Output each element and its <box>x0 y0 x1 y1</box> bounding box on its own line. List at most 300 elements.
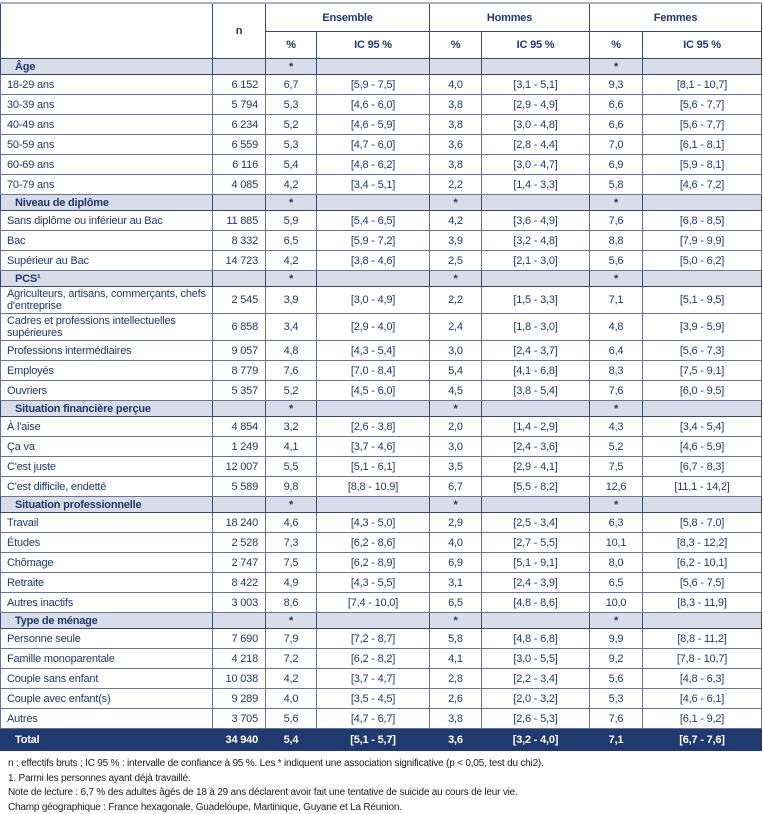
hommes-pct: 2,2 <box>430 287 482 314</box>
row-label: Type de ménage <box>1 613 213 629</box>
hommes-pct: 4,1 <box>430 649 482 669</box>
row-label: 60-69 ans <box>1 155 213 175</box>
n-value: 12 007 <box>213 457 266 477</box>
table-row <box>1 211 762 231</box>
hommes-ic-header: IC 95 % <box>482 32 590 59</box>
ensemble-ic <box>317 195 430 211</box>
ensemble-ic: [4,6 - 6,0] <box>317 95 430 115</box>
table-row <box>1 689 762 709</box>
femmes-ic: [4,8 - 6,3] <box>643 669 762 689</box>
hommes-ic <box>482 271 590 287</box>
hommes-pct: 6,7 <box>430 477 482 497</box>
hommes-ic <box>482 613 590 629</box>
row-label: Ça va <box>1 437 213 457</box>
femmes-ic <box>643 497 762 513</box>
femmes-ic: [5,6 - 7,7] <box>643 115 762 135</box>
femmes-pct: 4,3 <box>590 417 643 437</box>
ensemble-ic: [5,1 - 5,7] <box>317 729 430 751</box>
row-label: Sans diplôme ou inférieur au Bac <box>1 211 213 231</box>
hommes-pct: 4,0 <box>430 75 482 95</box>
ensemble-pct: * <box>266 401 317 417</box>
row-label: Retraite <box>1 573 213 593</box>
n-value: 9 289 <box>213 689 266 709</box>
femmes-pct: 6,4 <box>590 341 643 361</box>
femmes-ic: [6,0 - 9,5] <box>643 381 762 401</box>
ensemble-pct: * <box>266 497 317 513</box>
hommes-pct: 2,8 <box>430 669 482 689</box>
hommes-ic: [3,2 - 4,0] <box>482 729 590 751</box>
n-value: 4 218 <box>213 649 266 669</box>
table-row <box>1 457 762 477</box>
hommes-pct-header: % <box>430 32 482 59</box>
row-label: Couple sans enfant <box>1 669 213 689</box>
ensemble-pct: 4,9 <box>266 573 317 593</box>
row-label: Âge <box>1 59 213 75</box>
row-label: 40-49 ans <box>1 115 213 135</box>
ensemble-ic <box>317 401 430 417</box>
ensemble-pct: 5,5 <box>266 457 317 477</box>
section-row <box>1 195 762 211</box>
hommes-ic: [3,0 - 4,7] <box>482 155 590 175</box>
row-label: Professions intermédiaires <box>1 341 213 361</box>
ensemble-pct: 7,9 <box>266 629 317 649</box>
femmes-pct: 9,3 <box>590 75 643 95</box>
hommes-ic: [2,0 - 3,2] <box>482 689 590 709</box>
femmes-ic-header: IC 95 % <box>643 32 762 59</box>
row-label: 30-39 ans <box>1 95 213 115</box>
hommes-ic: [3,0 - 4,8] <box>482 115 590 135</box>
hommes-pct: 3,8 <box>430 709 482 729</box>
hommes-ic: [2,8 - 4,4] <box>482 135 590 155</box>
femmes-pct: 6,5 <box>590 573 643 593</box>
n-value <box>213 195 266 211</box>
n-value: 9 057 <box>213 341 266 361</box>
femmes-ic: [6,1 - 9,2] <box>643 709 762 729</box>
table-row <box>1 175 762 195</box>
femmes-ic: [8,3 - 11,9] <box>643 593 762 613</box>
row-label: Supérieur au Bac <box>1 251 213 271</box>
row-label: Autres <box>1 709 213 729</box>
hommes-pct: 3,8 <box>430 115 482 135</box>
row-label: 50-59 ans <box>1 135 213 155</box>
table-row <box>1 231 762 251</box>
n-column-header: n <box>213 3 266 59</box>
hommes-ic: [2,9 - 4,9] <box>482 95 590 115</box>
row-label: Situation professionnelle <box>1 497 213 513</box>
ensemble-ic: [3,8 - 4,6] <box>317 251 430 271</box>
row-label: Total <box>1 729 213 751</box>
femmes-pct-header: % <box>590 32 643 59</box>
hommes-pct: 3,0 <box>430 341 482 361</box>
table-row <box>1 593 762 613</box>
ensemble-pct: 7,6 <box>266 361 317 381</box>
table-row <box>1 361 762 381</box>
n-value <box>213 59 266 75</box>
hommes-ic: [3,2 - 4,8] <box>482 231 590 251</box>
table-row <box>1 75 762 95</box>
ensemble-pct: 5,4 <box>266 155 317 175</box>
femmes-pct: 10,0 <box>590 593 643 613</box>
femmes-pct: * <box>590 271 643 287</box>
hommes-pct <box>430 59 482 75</box>
row-label: À l'aise <box>1 417 213 437</box>
ensemble-pct-header: % <box>266 32 317 59</box>
ensemble-ic: [7,4 - 10,0] <box>317 593 430 613</box>
femmes-ic: [7,8 - 10,7] <box>643 649 762 669</box>
femmes-pct: * <box>590 497 643 513</box>
femmes-pct: 6,9 <box>590 155 643 175</box>
table-row <box>1 649 762 669</box>
ensemble-pct: 3,4 <box>266 314 317 341</box>
ensemble-ic: [7,0 - 8,4] <box>317 361 430 381</box>
femmes-ic: [3,4 - 5,4] <box>643 417 762 437</box>
footnote-geography: Champ géographique : France hexagonale, Guadeloupe, Martinique, Guyane et La Réunion. <box>8 802 763 814</box>
hommes-ic: [4,8 - 8,6] <box>482 593 590 613</box>
n-value: 6 234 <box>213 115 266 135</box>
femmes-ic: [3,9 - 5,9] <box>643 314 762 341</box>
ensemble-pct: 3,9 <box>266 287 317 314</box>
table-row <box>1 553 762 573</box>
ensemble-pct: 4,0 <box>266 689 317 709</box>
femmes-ic <box>643 59 762 75</box>
ensemble-ic-header: IC 95 % <box>317 32 430 59</box>
ensemble-pct: 5,6 <box>266 709 317 729</box>
femmes-pct: 5,6 <box>590 251 643 271</box>
femmes-ic: [4,6 - 6,1] <box>643 689 762 709</box>
ensemble-ic: [6,2 - 8,6] <box>317 533 430 553</box>
section-row <box>1 271 762 287</box>
n-value: 4 854 <box>213 417 266 437</box>
ensemble-ic: [4,3 - 5,0] <box>317 513 430 533</box>
femmes-pct: 7,6 <box>590 211 643 231</box>
hommes-pct: 3,6 <box>430 135 482 155</box>
n-value: 1 249 <box>213 437 266 457</box>
footnotes <box>0 758 763 814</box>
n-value: 5 357 <box>213 381 266 401</box>
femmes-pct: 5,8 <box>590 175 643 195</box>
hommes-ic: [3,8 - 5,4] <box>482 381 590 401</box>
n-value <box>213 271 266 287</box>
hommes-pct: * <box>430 195 482 211</box>
femmes-pct: 12,6 <box>590 477 643 497</box>
femmes-ic: [5,6 - 7,3] <box>643 341 762 361</box>
femmes-pct: 6,6 <box>590 95 643 115</box>
femmes-pct: * <box>590 613 643 629</box>
hommes-ic: [5,5 - 8,2] <box>482 477 590 497</box>
hommes-ic: [4,8 - 6,8] <box>482 629 590 649</box>
femmes-ic: [8,8 - 11,2] <box>643 629 762 649</box>
ensemble-pct: 6,5 <box>266 231 317 251</box>
table-row <box>1 573 762 593</box>
hommes-ic: [2,4 - 3,7] <box>482 341 590 361</box>
hommes-ic: [2,9 - 4,1] <box>482 457 590 477</box>
hommes-pct: * <box>430 613 482 629</box>
n-value: 2 747 <box>213 553 266 573</box>
row-label: Situation financière perçue <box>1 401 213 417</box>
stats-table <box>0 2 762 751</box>
table-row <box>1 709 762 729</box>
hommes-pct: 3,1 <box>430 573 482 593</box>
femmes-ic: [6,8 - 8,5] <box>643 211 762 231</box>
femmes-ic: [5,1 - 9,5] <box>643 287 762 314</box>
ensemble-ic: [3,7 - 4,7] <box>317 669 430 689</box>
n-value: 8 779 <box>213 361 266 381</box>
femmes-ic: [6,7 - 8,3] <box>643 457 762 477</box>
n-value: 3 003 <box>213 593 266 613</box>
row-label: Employés <box>1 361 213 381</box>
ensemble-pct: 4,1 <box>266 437 317 457</box>
section-row <box>1 613 762 629</box>
hommes-ic: [1,8 - 3,0] <box>482 314 590 341</box>
hommes-ic <box>482 497 590 513</box>
femmes-pct: 5,3 <box>590 689 643 709</box>
table-header <box>1 3 762 59</box>
ensemble-ic: [4,6 - 5,9] <box>317 115 430 135</box>
femmes-ic: [7,9 - 9,9] <box>643 231 762 251</box>
section-row <box>1 59 762 75</box>
femmes-pct: 7,1 <box>590 729 643 751</box>
table-row <box>1 155 762 175</box>
ensemble-pct: 7,2 <box>266 649 317 669</box>
group-header-femmes: Femmes <box>590 3 762 32</box>
femmes-pct: 7,6 <box>590 709 643 729</box>
row-label: Études <box>1 533 213 553</box>
ensemble-pct: 6,7 <box>266 75 317 95</box>
femmes-pct: 8,3 <box>590 361 643 381</box>
n-value: 2 545 <box>213 287 266 314</box>
hommes-pct: 2,0 <box>430 417 482 437</box>
ensemble-ic: [4,5 - 6,0] <box>317 381 430 401</box>
table-row <box>1 629 762 649</box>
ensemble-ic: [8,8 - 10,9] <box>317 477 430 497</box>
n-value: 6 116 <box>213 155 266 175</box>
femmes-ic <box>643 271 762 287</box>
table-row <box>1 437 762 457</box>
table-row <box>1 135 762 155</box>
table-row <box>1 669 762 689</box>
n-value: 2 528 <box>213 533 266 553</box>
hommes-ic: [2,1 - 3,0] <box>482 251 590 271</box>
hommes-pct: 6,5 <box>430 593 482 613</box>
femmes-ic: [4,6 - 5,9] <box>643 437 762 457</box>
ensemble-pct: 7,3 <box>266 533 317 553</box>
table-row <box>1 381 762 401</box>
n-value: 6 559 <box>213 135 266 155</box>
hommes-pct: 4,2 <box>430 211 482 231</box>
ensemble-ic: [2,6 - 3,8] <box>317 417 430 437</box>
hommes-pct: 3,6 <box>430 729 482 751</box>
femmes-pct: 8,0 <box>590 553 643 573</box>
ensemble-ic: [5,9 - 7,2] <box>317 231 430 251</box>
femmes-ic: [8,1 - 10,7] <box>643 75 762 95</box>
ensemble-ic: [3,0 - 4,9] <box>317 287 430 314</box>
femmes-ic: [5,6 - 7,5] <box>643 573 762 593</box>
n-value: 11 885 <box>213 211 266 231</box>
group-header-hommes: Hommes <box>430 3 590 32</box>
ensemble-pct: * <box>266 271 317 287</box>
hommes-pct: 2,4 <box>430 314 482 341</box>
hommes-pct: 5,8 <box>430 629 482 649</box>
hommes-pct: 5,4 <box>430 361 482 381</box>
hommes-ic: [2,4 - 3,9] <box>482 573 590 593</box>
hommes-ic: [1,4 - 2,9] <box>482 417 590 437</box>
row-label: Travail <box>1 513 213 533</box>
footnote-legend: n : effectifs bruts ; IC 95 % : intervalle de confiance à 95 %. Les * indiquent une association significative (p < 0,05, test du chi2). <box>8 758 763 771</box>
ensemble-pct: * <box>266 195 317 211</box>
ensemble-ic <box>317 59 430 75</box>
ensemble-ic: [2,9 - 4,0] <box>317 314 430 341</box>
femmes-pct: 7,1 <box>590 287 643 314</box>
row-label: Personne seule <box>1 629 213 649</box>
hommes-pct: 3,8 <box>430 95 482 115</box>
ensemble-ic: [5,9 - 7,5] <box>317 75 430 95</box>
footnote-reading-note: Note de lecture : 6,7 % des adultes âgés de 18 à 29 ans déclarent avoir fait une tentative de suicide au cours de leur vie. <box>8 787 763 800</box>
femmes-pct: 8,8 <box>590 231 643 251</box>
ensemble-pct: 3,2 <box>266 417 317 437</box>
ensemble-pct: 8,6 <box>266 593 317 613</box>
ensemble-ic: [7,2 - 8,7] <box>317 629 430 649</box>
total-row <box>1 729 762 751</box>
ensemble-ic: [3,5 - 4,5] <box>317 689 430 709</box>
hommes-pct: * <box>430 271 482 287</box>
row-label: Autres inactifs <box>1 593 213 613</box>
n-value: 18 240 <box>213 513 266 533</box>
femmes-ic: [6,1 - 8,1] <box>643 135 762 155</box>
hommes-ic: [2,4 - 3,6] <box>482 437 590 457</box>
femmes-ic <box>643 401 762 417</box>
table-row <box>1 477 762 497</box>
femmes-pct: 7,0 <box>590 135 643 155</box>
group-header-ensemble: Ensemble <box>266 3 430 32</box>
hommes-ic: [3,1 - 5,1] <box>482 75 590 95</box>
ensemble-pct: 4,6 <box>266 513 317 533</box>
row-label: Niveau de diplôme <box>1 195 213 211</box>
row-label: Couple avec enfant(s) <box>1 689 213 709</box>
ensemble-ic: [4,8 - 6,2] <box>317 155 430 175</box>
ensemble-pct: 5,2 <box>266 381 317 401</box>
ensemble-ic: [6,2 - 8,9] <box>317 553 430 573</box>
femmes-pct: * <box>590 59 643 75</box>
hommes-pct: 3,5 <box>430 457 482 477</box>
ensemble-pct: * <box>266 613 317 629</box>
n-value: 8 422 <box>213 573 266 593</box>
hommes-pct: 2,5 <box>430 251 482 271</box>
femmes-pct: 9,2 <box>590 649 643 669</box>
femmes-pct: 5,2 <box>590 437 643 457</box>
hommes-pct: 4,5 <box>430 381 482 401</box>
row-label: C'est juste <box>1 457 213 477</box>
femmes-ic <box>643 613 762 629</box>
hommes-ic <box>482 401 590 417</box>
table-row <box>1 341 762 361</box>
femmes-pct: 5,6 <box>590 669 643 689</box>
table-row <box>1 95 762 115</box>
ensemble-ic: [6,2 - 8,2] <box>317 649 430 669</box>
femmes-ic: [8,3 - 12,2] <box>643 533 762 553</box>
table-body <box>1 59 762 751</box>
hommes-ic: [4,1 - 6,8] <box>482 361 590 381</box>
n-value: 3 705 <box>213 709 266 729</box>
hommes-pct: 3,9 <box>430 231 482 251</box>
n-value <box>213 401 266 417</box>
hommes-ic: [2,7 - 5,5] <box>482 533 590 553</box>
row-label: Agriculteurs, artisans, commerçants, chefs d'entreprise <box>1 287 213 314</box>
ensemble-pct: 4,2 <box>266 251 317 271</box>
n-value: 6 858 <box>213 314 266 341</box>
ensemble-ic: [3,4 - 5,1] <box>317 175 430 195</box>
ensemble-pct: 7,5 <box>266 553 317 573</box>
table-row <box>1 513 762 533</box>
section-row <box>1 401 762 417</box>
femmes-pct: * <box>590 195 643 211</box>
femmes-pct: 7,6 <box>590 381 643 401</box>
femmes-pct: 4,8 <box>590 314 643 341</box>
row-label: Cadres et professions intellectuelles supérieures <box>1 314 213 341</box>
hommes-ic: [5,1 - 9,1] <box>482 553 590 573</box>
n-value: 34 940 <box>213 729 266 751</box>
n-value: 5 589 <box>213 477 266 497</box>
hommes-pct: 2,6 <box>430 689 482 709</box>
row-label: Ouvriers <box>1 381 213 401</box>
ensemble-pct: 5,9 <box>266 211 317 231</box>
hommes-ic: [1,4 - 3,3] <box>482 175 590 195</box>
femmes-ic: [4,6 - 7,2] <box>643 175 762 195</box>
row-label: 18-29 ans <box>1 75 213 95</box>
femmes-ic: [5,6 - 7,7] <box>643 95 762 115</box>
hommes-ic: [2,2 - 3,4] <box>482 669 590 689</box>
femmes-pct: * <box>590 401 643 417</box>
ensemble-pct: 5,2 <box>266 115 317 135</box>
row-label: Famille monoparentale <box>1 649 213 669</box>
hommes-pct: 3,0 <box>430 437 482 457</box>
ensemble-pct: 5,3 <box>266 95 317 115</box>
femmes-ic: [5,9 - 8,1] <box>643 155 762 175</box>
hommes-pct: 4,0 <box>430 533 482 553</box>
ensemble-pct: 4,2 <box>266 669 317 689</box>
ensemble-ic: [4,3 - 5,5] <box>317 573 430 593</box>
femmes-ic <box>643 195 762 211</box>
ensemble-pct: 9,8 <box>266 477 317 497</box>
ensemble-ic <box>317 271 430 287</box>
table-row <box>1 314 762 341</box>
row-label: Chômage <box>1 553 213 573</box>
ensemble-ic <box>317 613 430 629</box>
n-value: 10 038 <box>213 669 266 689</box>
hommes-pct: 3,8 <box>430 155 482 175</box>
femmes-ic: [6,2 - 10,1] <box>643 553 762 573</box>
table-row <box>1 251 762 271</box>
ensemble-ic: [4,7 - 6,0] <box>317 135 430 155</box>
femmes-ic: [7,5 - 9,1] <box>643 361 762 381</box>
footnote-pcs: 1. Parmi les personnes ayant déjà travaillé. <box>8 773 763 786</box>
hommes-ic: [3,6 - 4,9] <box>482 211 590 231</box>
table-row <box>1 417 762 437</box>
row-label: PCS¹ <box>1 271 213 287</box>
hommes-ic: [2,5 - 3,4] <box>482 513 590 533</box>
row-label: Bac <box>1 231 213 251</box>
hommes-ic <box>482 195 590 211</box>
hommes-pct: 2,9 <box>430 513 482 533</box>
hommes-ic: [1,5 - 3,3] <box>482 287 590 314</box>
section-row <box>1 497 762 513</box>
femmes-ic: [5,8 - 7,0] <box>643 513 762 533</box>
ensemble-pct: 5,3 <box>266 135 317 155</box>
femmes-pct: 9,9 <box>590 629 643 649</box>
femmes-ic: [5,0 - 6,2] <box>643 251 762 271</box>
femmes-ic: [11,1 - 14,2] <box>643 477 762 497</box>
n-value: 6 152 <box>213 75 266 95</box>
hommes-pct: * <box>430 497 482 513</box>
